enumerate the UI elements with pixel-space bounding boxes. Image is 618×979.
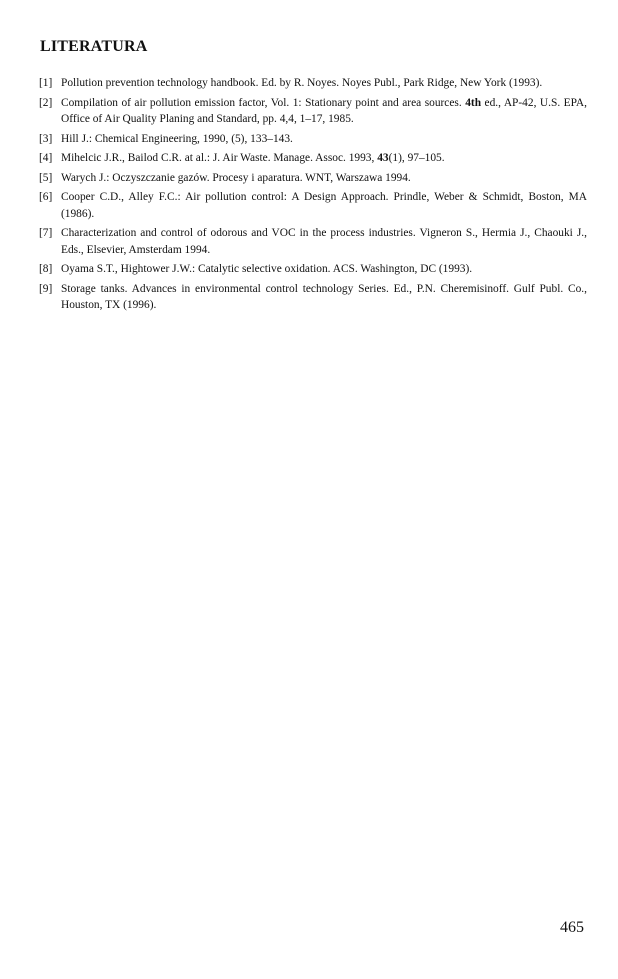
section-heading: LITERATURA xyxy=(40,38,148,55)
reference-list xyxy=(39,75,587,317)
reference-text: Oyama S.T., Hightower J.W.: Catalytic selective oxidation. ACS. Washington, DC (1993). xyxy=(61,263,473,275)
reference-number: [5] xyxy=(39,171,53,184)
reference-bold-text: 4th xyxy=(465,96,482,109)
reference-item xyxy=(39,131,587,148)
reference-text xyxy=(61,97,587,126)
reference-number: [8] xyxy=(39,263,53,275)
reference-number: [7] xyxy=(39,227,53,239)
reference-text-part: Compilation of air pollution emission factor, Vol. 1: Stationary point and area sources. xyxy=(61,96,466,109)
reference-text: Hill J.: Chemical Engineering, 1990, (5), 133–143. xyxy=(61,132,293,145)
reference-item xyxy=(39,225,587,258)
reference-item xyxy=(39,189,587,222)
reference-text: Warych J.: Oczyszczanie gazów. Procesy i aparatura. WNT, Warszawa 1994. xyxy=(61,171,411,184)
reference-number: [3] xyxy=(39,132,53,145)
reference-number: [4] xyxy=(39,152,53,164)
reference-item xyxy=(39,150,587,167)
reference-bold-text: 43 xyxy=(377,152,389,164)
reference-number: [2] xyxy=(39,96,53,109)
reference-text: Cooper C.D., Alley F.C.: Air pollution control: A Design Approach. Prindle, Weber & Schmidt, Boston, MA (1986). xyxy=(61,191,587,220)
reference-text-part: ed., AP-42, U.S. EPA, Office of Air Quality Planing and Standard, pp. 4,4, 1–17, 1985. xyxy=(61,96,587,125)
reference-item xyxy=(39,170,587,187)
reference-text xyxy=(61,152,445,164)
reference-item xyxy=(39,75,587,92)
reference-text-part: (1), 97–105. xyxy=(388,152,445,164)
page-number: 465 xyxy=(560,919,584,936)
reference-item xyxy=(39,281,587,314)
reference-number: [6] xyxy=(39,191,53,203)
reference-text: Pollution prevention technology handbook. Ed. by R. Noyes. Noyes Publ., Park Ridge, New York (1993). xyxy=(61,77,543,89)
reference-number: [9] xyxy=(39,282,53,295)
reference-item xyxy=(39,261,587,278)
reference-text-part: Mihelcic J.R., Bailod C.R. at al.: J. Air Waste. Manage. Assoc. 1993, xyxy=(61,152,378,164)
reference-number: [1] xyxy=(39,77,53,89)
reference-item xyxy=(39,95,587,128)
reference-text: Characterization and control of odorous and VOC in the process industries. Vigneron S., Hermia J., Chaouki J., Eds., Elsevier, Amsterdam 1994. xyxy=(61,227,587,256)
reference-text: Storage tanks. Advances in environmental control technology Series. Ed., P.N. Cheremisinoff. Gulf Publ. Co., Houston, TX (1996). xyxy=(61,282,587,311)
